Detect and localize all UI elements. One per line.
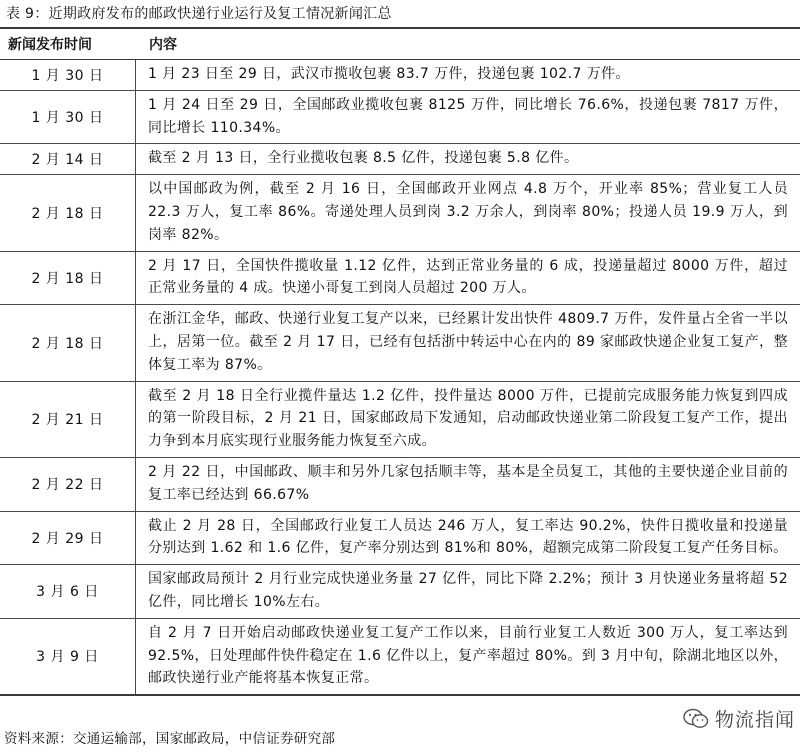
row-date: 1 月 30 日	[31, 67, 104, 84]
table-caption: 表 9：近期政府发布的邮政快递行业运行及复工情况新闻汇总	[6, 6, 392, 22]
wechat-icon	[683, 708, 709, 730]
row-content: 国家邮政局预计 2 月行业完成快递业务量 27 亿件，同比下降 2.2%；预计 3 月快递业务量将超 52 亿件，同比增长 10%左右。	[135, 565, 800, 618]
table-row	[0, 143, 800, 174]
row-content: 截至 2 月 18 日全行业揽件量达 1.2 亿件，投件量达 8000 万件，已提前完成服务能力恢复到四成的第一阶段目标，2 月 21 日，国家邮政局下发通知，启动邮政快递业第二阶段复工复产工作，提出力争到本月底实现行业服务能力恢复至六成。	[135, 382, 800, 457]
row-content: 1 月 23 日至 29 日，武汉市揽收包裹 83.7 万件，投递包裹 102.7 万件。	[135, 60, 800, 90]
table-body	[0, 60, 800, 694]
row-date: 2 月 14 日	[31, 152, 104, 169]
row-date: 3 月 9 日	[36, 649, 99, 666]
watermark	[681, 705, 797, 732]
table-row	[0, 381, 800, 457]
row-date: 2 月 21 日	[31, 412, 104, 429]
row-content: 以中国邮政为例，截至 2 月 16 日，全国邮政开业网点 4.8 万个，开业率 85%；营业复工人员 22.3 万人，复工率 86%。寄递处理人员到岗 3.2 万余人，到岗率 80%；投递人员 19.9 万人，到岗率 82%。	[135, 175, 800, 250]
row-content: 在浙江金华，邮政、快递行业复工复产以来，已经累计发出快件 4809.7 万件，发件量占全省一半以上，居第一位。截至 2 月 17 日，已经有包括浙中转运中心在内的 89 家邮政快递企业复工复产，整体复工率为 87%。	[135, 305, 800, 380]
table-row	[0, 90, 800, 144]
row-date: 2 月 18 日	[31, 335, 104, 352]
row-content: 自 2 月 7 日开始启动邮政快递业复工复产工作以来，目前行业复工人数近 300 万人，复工率达到 92.5%，日处理邮件快件稳定在 1.6 亿件以上，复产率超过 80%。到 3 月中旬，除湖北地区以外，邮政快递行业产能将基本恢复正常。	[135, 619, 800, 694]
news-table	[0, 27, 800, 696]
table-row	[0, 60, 800, 90]
row-date: 2 月 18 日	[31, 270, 104, 287]
row-date: 2 月 22 日	[31, 477, 104, 494]
table-header	[0, 29, 800, 60]
table-row	[0, 251, 800, 305]
row-content: 1 月 24 日至 29 日，全国邮政业揽收包裹 8125 万件，同比增长 76.6%，投递包裹 7817 万件，同比增长 110.34%。	[135, 91, 800, 144]
table-row	[0, 457, 800, 511]
row-date: 2 月 29 日	[31, 530, 104, 547]
table-row	[0, 511, 800, 565]
row-content: 截止 2 月 28 日，全国邮政行业复工人员达 246 万人，复工率达 90.2%，快件日揽收量和投递量分别达到 1.62 和 1.6 亿件，复产率分别达到 81%和 80%，超额完成第二阶段复工复产任务目标。	[135, 512, 800, 565]
header-date: 新闻发布时间	[8, 37, 92, 53]
row-date: 1 月 30 日	[31, 110, 104, 127]
header-content: 内容	[149, 37, 177, 53]
row-content: 2 月 17 日，全国快件揽收量 1.12 亿件，达到正常业务量的 6 成，投递量超过 8000 万件，超过正常业务量的 4 成。快递小哥复工到岗人员超过 200 万人。	[135, 252, 800, 305]
table-row	[0, 304, 800, 380]
row-date: 3 月 6 日	[36, 584, 99, 601]
watermark-text: 物流指闻	[714, 709, 795, 731]
source-note: 资料来源：交通运输部，国家邮政局，中信证券研究部	[4, 731, 336, 747]
row-content: 截至 2 月 13 日，全行业揽收包裹 8.5 亿件，投递包裹 5.8 亿件。	[135, 144, 800, 174]
table-row	[0, 174, 800, 250]
table-row	[0, 564, 800, 618]
row-date: 2 月 18 日	[31, 205, 104, 222]
row-content: 2 月 22 日，中国邮政、顺丰和另外几家包括顺丰等，基本是全员复工，其他的主要快递企业目前的复工率已经达到 66.67%	[135, 458, 800, 511]
table-row	[0, 618, 800, 694]
